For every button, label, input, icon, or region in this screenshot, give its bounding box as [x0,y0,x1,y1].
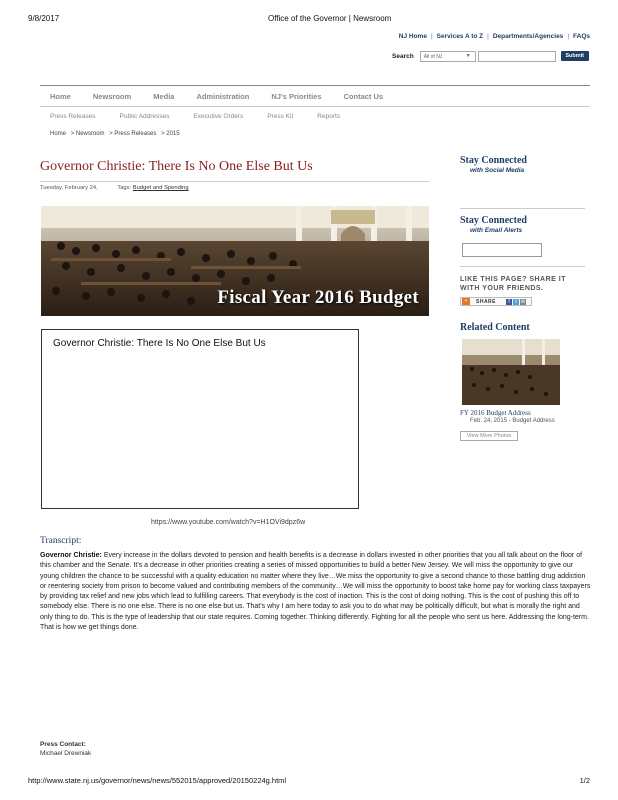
search-submit-button[interactable]: Submit [561,51,589,61]
separator: | [430,33,433,40]
util-link-departments[interactable]: Departments/Agencies [492,33,564,40]
video-url[interactable]: https://www.youtube.com/watch?v=H1OVi9dpz6w [151,519,306,526]
share-button-label: SHARE [476,298,497,305]
search-input[interactable] [478,51,556,62]
social-subheading[interactable]: with Social Media [470,167,525,174]
breadcrumb [50,131,183,137]
utility-nav [399,33,590,40]
share-icon: + [462,298,470,305]
breadcrumb-newsroom[interactable]: > Newsroom [70,131,105,137]
article-meta [40,185,189,191]
email-icon: ✉ [520,298,526,305]
util-link-services[interactable]: Services A to Z [436,33,484,40]
subnav-press-releases[interactable]: Press Releases [50,113,96,120]
separator: | [487,33,489,40]
page-title: Governor Christie: There Is No One Else But Us [40,159,313,174]
nav-home[interactable]: Home [50,91,71,101]
video-title[interactable]: Governor Christie: There Is No One Else But Us [53,338,266,349]
nav-priorities[interactable]: NJ's Priorities [271,91,322,101]
email-subheading[interactable]: with Email Alerts [470,227,523,234]
divider [40,181,429,182]
email-field[interactable] [462,243,542,257]
nav-administration[interactable]: Administration [196,91,250,101]
search-bar [392,50,589,62]
breadcrumb-home[interactable]: Home [50,131,67,137]
subnav-reports[interactable]: Reports [317,113,341,120]
divider [460,208,585,209]
util-link-nj-home[interactable]: NJ Home [398,33,427,40]
sub-nav [50,113,364,120]
transcript-body [40,551,592,633]
transcript-heading: Transcript: [40,536,82,546]
related-thumbnail[interactable] [462,339,560,405]
main-nav [40,85,590,107]
view-more-photos-button[interactable]: View More Photos [460,431,518,441]
social-heading: Stay Connected [460,155,527,166]
twitter-icon: t [513,299,519,305]
transcript-text: Every increase in the dollars devoted to pension and health benefits is a decrease in dollars invested in other priorities that you all talk about on the floor of this chamber and the Senate. It’s a decrease in other priorities creating a series of missed opportunities to build a better New Jersey. We will miss the opportunity to give our young children the chance to be successful with a quality education no matter where they live…We miss the opportunity to give a second chance to those battling drug addiction or reentering society from prison to become valued and contributing members of the community…We will miss the opportunity to boost take home pay for working class taxpayers by providing tax relief and new jobs which lead to fulfilling careers. That everybody is the cost of inaction. This is the cost of doing nothing. This is the cost of pushing this off to somebody else. There is no one else. There is no one else but us. That’s why I am here today to ask you to do what may be politically difficult, but what is morally the right and only thing to do. This is the type of leadership that our state requires. Coming together. Thinking differently. Fighting for all the people who sent us here. Addressing the long-term. That is how we get things done. [40,552,591,632]
hero-image [41,206,429,316]
nav-contact[interactable]: Contact Us [343,91,384,101]
print-date: 9/8/2017 [28,14,60,23]
subnav-public-addresses[interactable]: Public Addresses [119,113,170,120]
search-scope-select[interactable] [420,51,476,62]
print-page-title: Office of the Governor | Newsroom [268,14,392,23]
util-link-faqs[interactable]: FAQs [573,33,590,40]
print-url: http://www.state.nj.us/governor/news/news/552015/approved/20150224g.html [28,776,287,785]
related-date: Feb. 24, 2015 - Budget Address [470,418,555,424]
divider [460,266,585,267]
press-contact-label: Press Contact: [40,741,86,748]
video-embed[interactable] [41,329,359,509]
email-heading: Stay Connected [460,215,527,226]
press-contact-name: Michael Drewniak [40,750,92,757]
share-button[interactable] [460,297,532,306]
nav-media[interactable]: Media [153,91,175,101]
related-heading: Related Content [460,322,530,333]
related-title[interactable]: FY 2016 Budget Address [460,409,531,417]
search-label: Search [392,52,414,60]
related-photo [462,339,560,405]
chevron-down-icon: ▼ [465,52,471,59]
breadcrumb-press-releases[interactable]: > Press Releases [109,131,157,137]
press-contact [40,740,91,758]
facebook-icon: f [506,299,512,305]
breadcrumb-year[interactable]: > 2015 [161,131,180,137]
print-header [0,14,618,28]
tag-link[interactable]: Budget and Spending [132,185,189,191]
tags-label: Tags: [117,185,132,191]
share-prompt-line-1: LIKE THIS PAGE? SHARE IT [460,276,566,283]
share-prompt [460,275,566,293]
search-scope-value: All of NJ [423,53,443,60]
share-services [506,299,527,305]
separator: | [567,33,570,40]
article-date: Tuesday, February 24, [40,185,98,191]
hero-caption: Fiscal Year 2016 Budget [217,287,419,308]
subnav-executive-orders[interactable]: Executive Orders [193,113,244,120]
nav-newsroom[interactable]: Newsroom [92,91,132,101]
share-prompt-line-2: WITH YOUR FRIENDS. [460,285,544,292]
page-number: 1/2 [579,776,590,785]
subnav-press-kit[interactable]: Press Kit [267,113,294,120]
transcript-speaker: Governor Christie: [40,552,102,559]
